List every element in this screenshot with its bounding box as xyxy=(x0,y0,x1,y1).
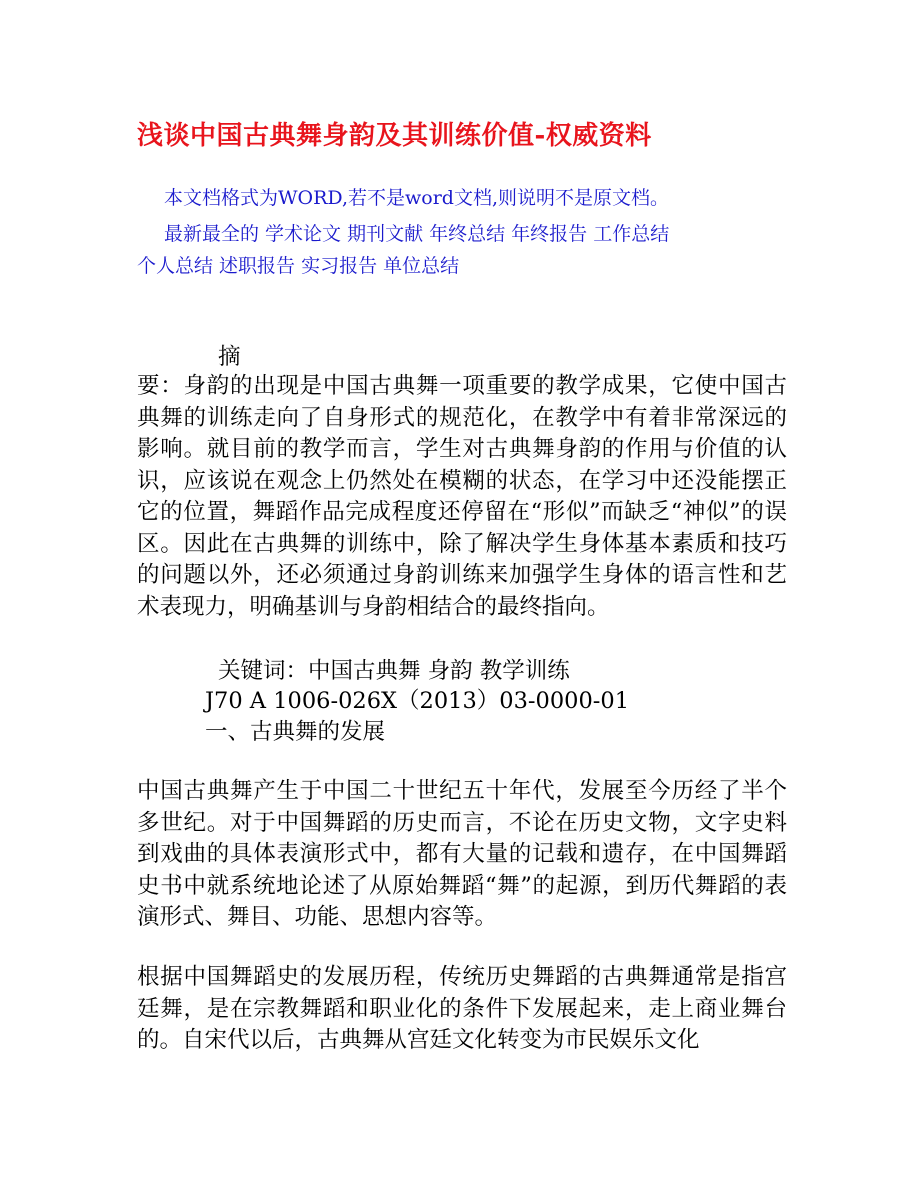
section-heading: 一、古典舞的发展 xyxy=(205,719,386,745)
category-list-line-2: 个人总结 述职报告 实习报告 单位总结 xyxy=(137,255,460,277)
body-paragraph-1: 中国古典舞产生于中国二十世纪五十年代，发展至今历经了半个多世纪。对于中国舞蹈的历史而言，不论在历史文物，文字史料到戏曲的具体表演形式中，都有大量的记载和遗存，在中国舞蹈史书中就系统地论述了从原始舞蹈“舞”的起源，到历代舞蹈的表演形式、舞目、功能、思想内容等。 xyxy=(137,778,787,930)
document-title: 浅谈中国古典舞身韵及其训练价值-权威资料 xyxy=(137,121,652,151)
format-notice: 本文档格式为WORD,若不是word文档,则说明不是原文档。 xyxy=(164,187,669,209)
abstract-heading: 摘 xyxy=(218,344,241,370)
classification-code: J70 A 1006-026X（2013）03-0000-01 xyxy=(205,688,630,714)
category-list-line-1: 最新最全的 学术论文 期刊文献 年终总结 年终报告 工作总结 xyxy=(164,223,670,245)
keywords-line: 关键词：中国古典舞 身韵 教学训练 xyxy=(218,658,570,684)
body-paragraph-2: 根据中国舞蹈史的发展历程，传统历史舞蹈的古典舞通常是指宫廷舞，是在宗教舞蹈和职业化的条件下发展起来，走上商业舞台的。自宋代以后，古典舞从宫廷文化转变为市民娱乐文化 xyxy=(137,964,787,1053)
abstract-paragraph: 要：身韵的出现是中国古典舞一项重要的教学成果，它使中国古典舞的训练走向了自身形式的规范化，在教学中有着非常深远的影响。就目前的教学而言，学生对古典舞身韵的作用与价值的认识，应该说在观念上仍然处在模糊的状态，在学习中还没能摆正它的位置，舞蹈作品完成程度还停留在“形似”而缺乏“神似”的误区。因此在古典舞的训练中，除了解决学生身体基本素质和技巧的问题以外，还必须通过身韵训练来加强学生身体的语言性和艺术表现力，明确基训与身韵相结合的最终指向。 xyxy=(137,373,787,620)
